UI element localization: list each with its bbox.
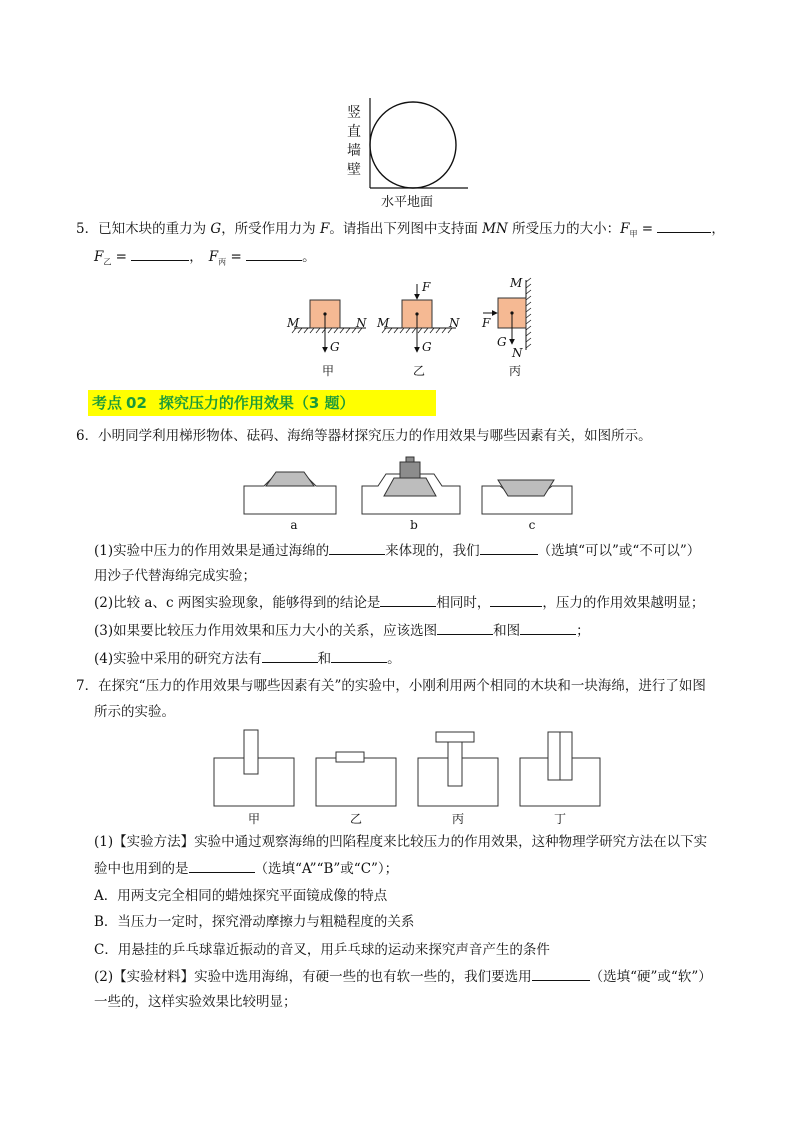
caption-yi: 乙 <box>412 364 425 378</box>
caption-7-jia: 甲 <box>247 812 260 826</box>
answer-blank-6-1b[interactable] <box>480 540 538 555</box>
answer-blank-6-1a[interactable] <box>329 540 385 555</box>
ground-label: 水平地面 <box>381 195 434 210</box>
caption-c: c <box>528 518 536 532</box>
q6-part1-line2: 用沙子代替海绵完成实验； <box>94 568 256 584</box>
caption-7-bing: 丙 <box>451 812 464 826</box>
caption-7-ding: 丁 <box>553 812 566 826</box>
label-f-yi: F <box>422 280 431 294</box>
label-m-yi: M <box>377 316 390 330</box>
label-n-jia: N <box>356 316 367 330</box>
answer-blank-f-bing[interactable] <box>246 246 302 261</box>
caption-a: a <box>290 518 298 532</box>
answer-blank-6-3a[interactable] <box>437 620 493 635</box>
q7-option-a: A．用两支完全相同的蜡烛探究平面镜成像的特点 <box>94 888 388 904</box>
label-m-jia: M <box>287 316 300 330</box>
q6-part1-line1: (1)实验中压力的作用效果是通过海绵的 来体现的，我们 （选填“可以”或“不可以”） <box>94 540 700 561</box>
q6-part4: (4)实验中采用的研究方法有 和 。 <box>94 648 401 669</box>
diagram-yi <box>382 284 456 352</box>
label-g-bing: G <box>497 335 507 349</box>
answer-blank-6-4b[interactable] <box>331 648 387 663</box>
label-n-yi: N <box>449 316 460 330</box>
q5-line-1: 5．已知木块的重力为 G，所受作用力为 F。请指出下列图中支持面 MN 所受压力的大小：$F_甲$ = ， <box>76 218 725 245</box>
caption-b: b <box>410 518 418 532</box>
answer-blank-7-2[interactable] <box>532 966 590 981</box>
answer-blank-f-yi[interactable] <box>131 246 189 261</box>
answer-blank-f-jia[interactable] <box>657 218 711 233</box>
diagram-bing <box>483 278 531 350</box>
diagram-jia <box>292 300 366 352</box>
q6-intro: 6．小明同学利用梯形物体、砝码、海绵等器材探究压力的作用效果与哪些因素有关，如图所示。 <box>76 428 652 444</box>
label-g-yi: G <box>422 340 432 354</box>
section-heading: 考点 02 探究压力的作用效果（3 题） <box>88 390 436 416</box>
ball-wall-figure <box>362 94 472 194</box>
caption-7-yi: 乙 <box>349 812 362 826</box>
answer-blank-6-4a[interactable] <box>262 648 318 663</box>
sponge-trapezoid-figure <box>240 450 580 518</box>
q5-line-2: $F_乙$ = ， $F_丙$ = 。 <box>94 246 316 273</box>
q7-part2-line2: 一些的，这样实验效果比较明显； <box>94 994 297 1010</box>
q7-intro-line1: 7．在探究“压力的作用效果与哪些因素有关”的实验中，小刚利用两个相同的木块和一块海绵，进行了如图 <box>76 678 706 694</box>
q7-part1-line2: 验中也用到的是 （选填“A”“B”或“C”）； <box>94 858 398 879</box>
q7-option-b: B．当压力一定时，探究滑动摩擦力与粗糙程度的关系 <box>94 914 415 930</box>
sponge-block-figure <box>210 724 606 808</box>
q6-part3: (3)如果要比较压力作用效果和压力大小的关系，应该选图 和图 ； <box>94 620 590 641</box>
answer-blank-6-3b[interactable] <box>520 620 576 635</box>
caption-jia: 甲 <box>321 364 334 378</box>
q7-intro-line2: 所示的实验。 <box>94 704 175 720</box>
q7-option-c: C．用悬挂的乒乓球靠近振动的音叉，用乒乓球的运动来探究声音产生的条件 <box>94 942 550 958</box>
label-g-jia: G <box>330 340 340 354</box>
answer-blank-6-2a[interactable] <box>380 592 436 607</box>
answer-blank-7-1[interactable] <box>189 858 255 873</box>
wall-label: 竖直墙壁 <box>347 105 361 178</box>
label-f-bing: F <box>482 316 491 330</box>
caption-bing: 丙 <box>508 364 521 378</box>
answer-blank-6-2b[interactable] <box>490 592 542 607</box>
q6-part2: (2)比较 a、c 两图实验现象，能够得到的结论是 相同时， ，压力的作用效果越明显； <box>94 592 704 613</box>
q7-part2-line1: (2)【实验材料】实验中选用海绵，有硬一些的也有软一些的，我们要选用 （选填“硬”或“软”） <box>94 966 712 987</box>
q7-part1-line1: (1)【实验方法】实验中通过观察海绵的凹陷程度来比较压力的作用效果，这种物理学研究方法在以下实 <box>94 834 708 850</box>
label-n-bing: N <box>512 346 523 360</box>
label-m-bing: M <box>510 276 523 290</box>
